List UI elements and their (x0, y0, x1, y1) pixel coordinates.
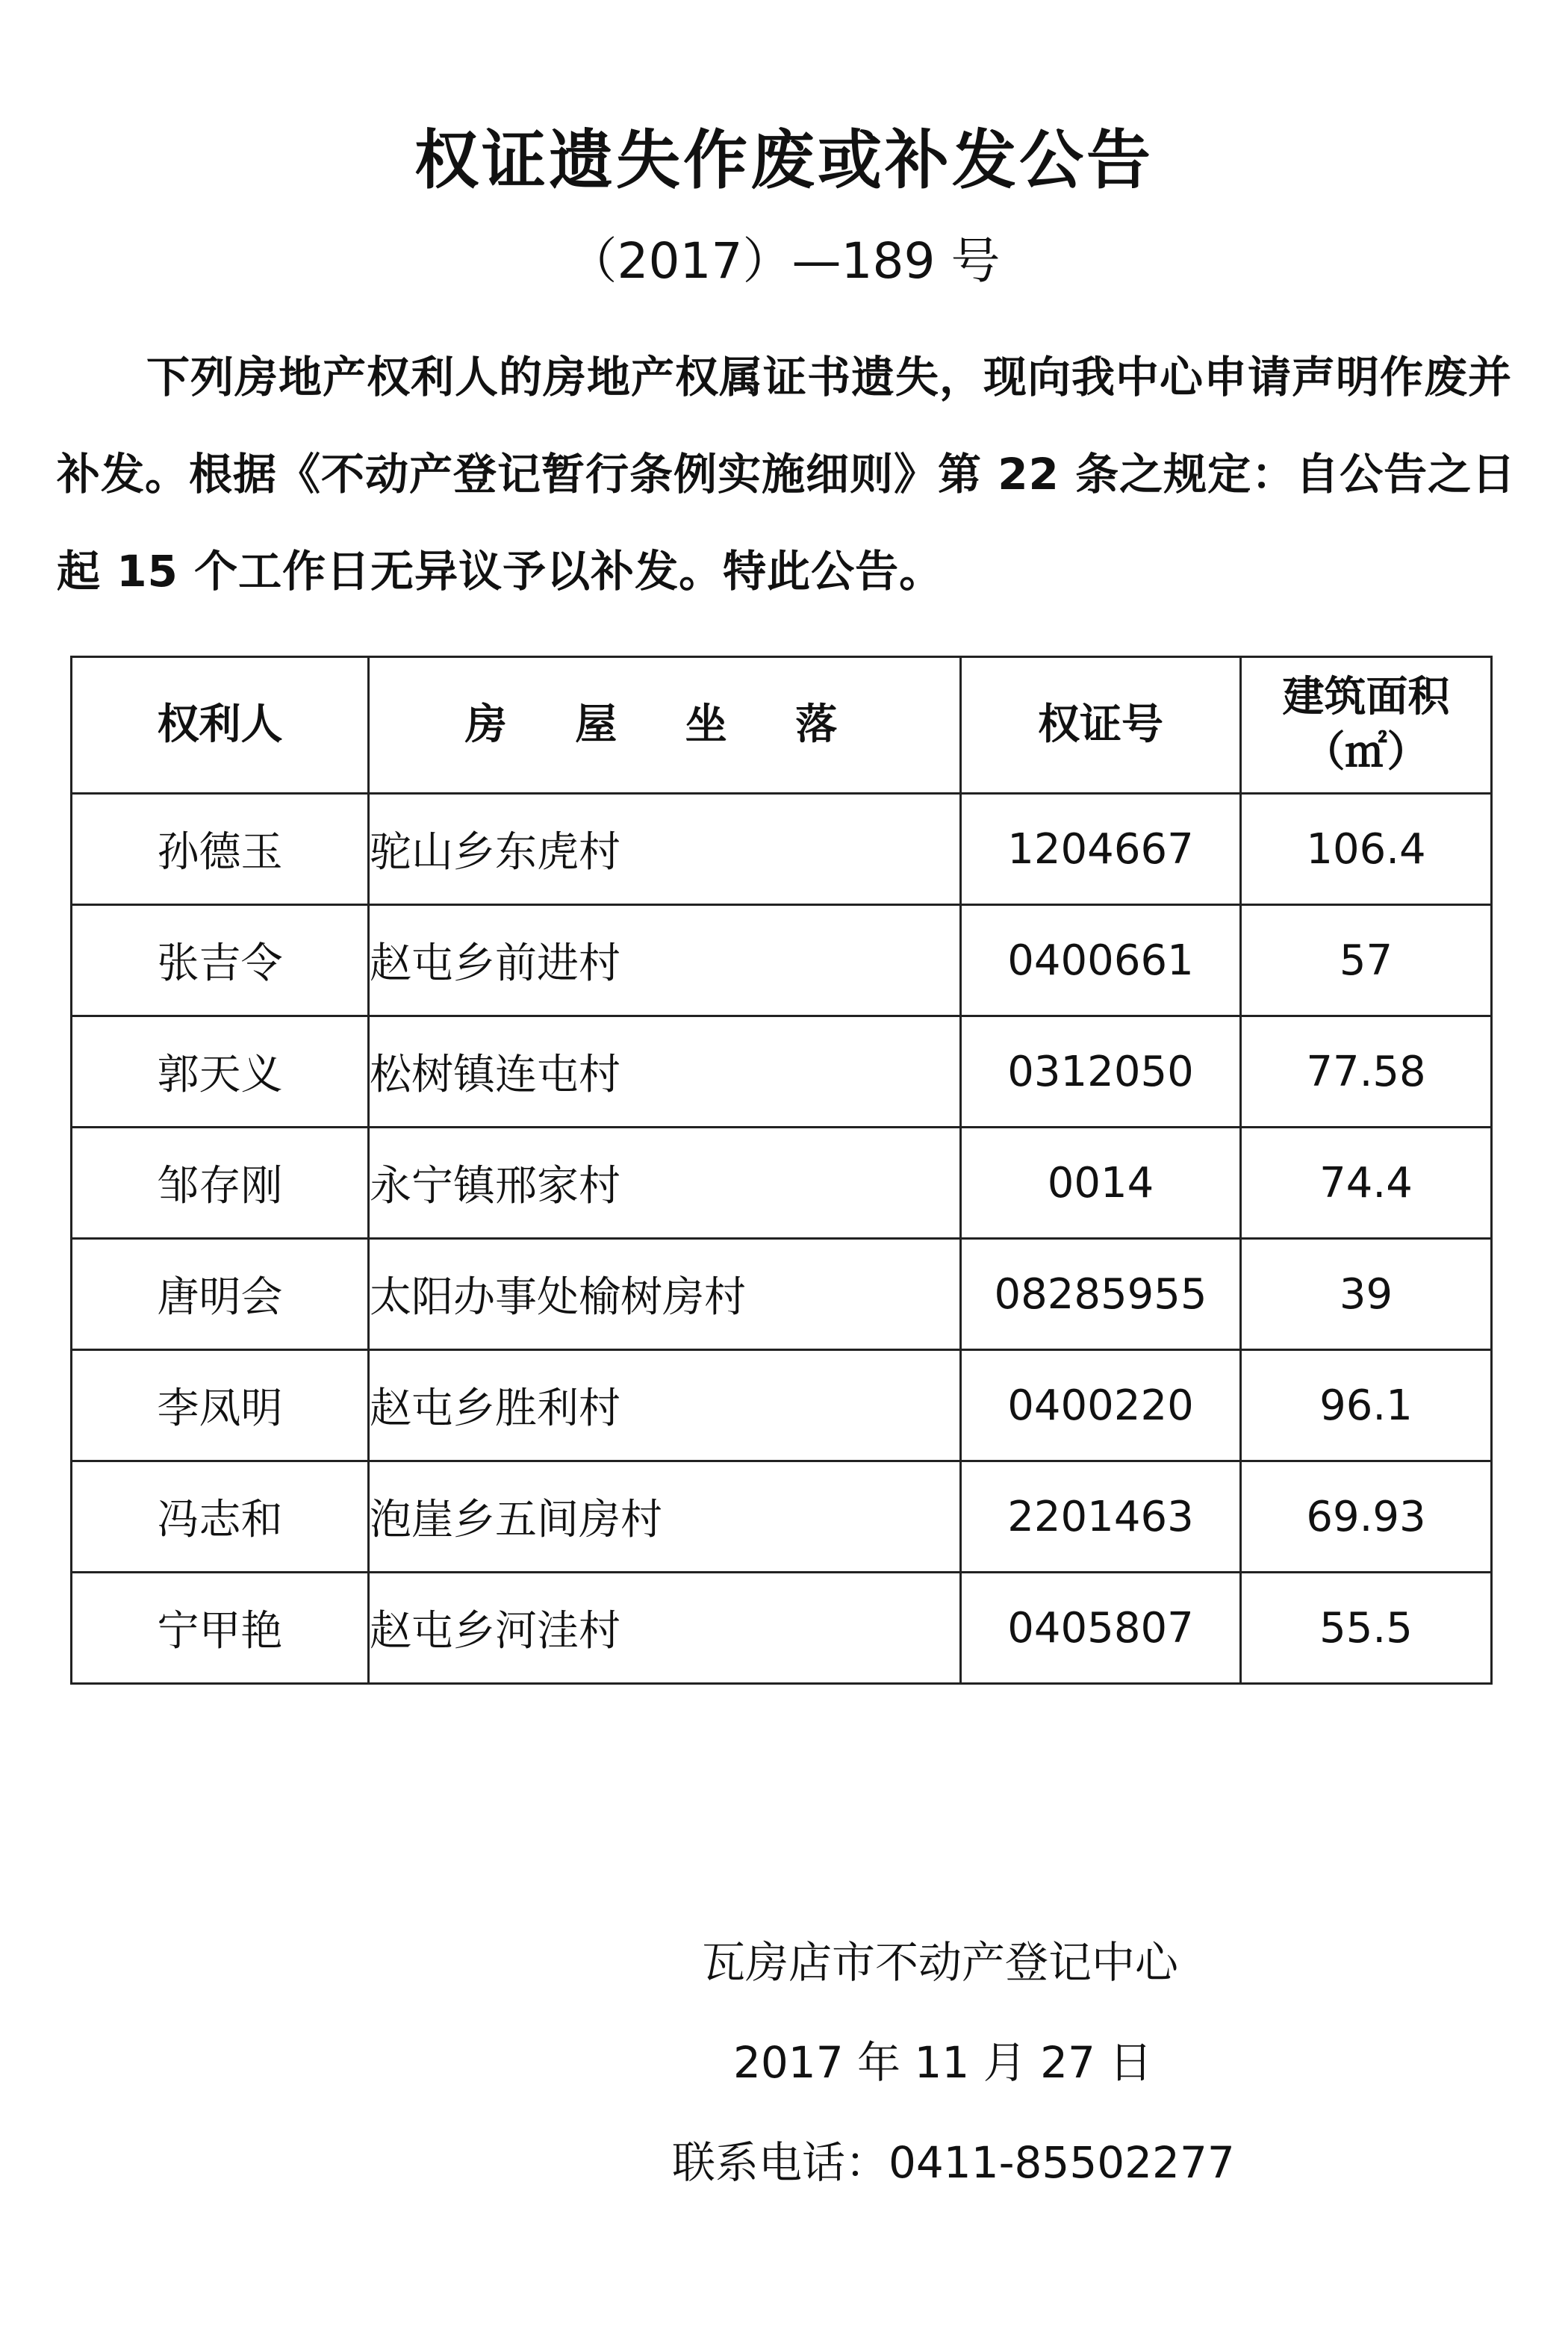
table-row (72, 1573, 1492, 1684)
issuing-organization: 瓦房店市不动产登记中心 (702, 1937, 1179, 1988)
cell-area: 69.93 (1241, 1461, 1492, 1573)
page-title: 权证遗失作废或补发公告 (414, 123, 1154, 198)
header-cert: 权证号 (961, 657, 1241, 794)
cell-address: 太阳办事处榆树房村 (369, 1239, 961, 1350)
cell-holder: 郭天义 (72, 1016, 369, 1128)
cell-area: 39 (1241, 1239, 1492, 1350)
cell-holder: 孙德玉 (72, 794, 369, 905)
cell-holder: 李凤明 (72, 1350, 369, 1461)
cell-cert: 0312050 (961, 1016, 1241, 1128)
document-number: （2017）—189 号 (567, 232, 1001, 290)
header-area-label: 建筑面积 (1282, 673, 1450, 721)
cell-address: 松树镇连屯村 (369, 1016, 961, 1128)
cell-holder: 张吉令 (72, 905, 369, 1016)
table-row (72, 1016, 1492, 1128)
cell-address: 泡崖乡五间房村 (369, 1461, 961, 1573)
header-area-unit: （㎡） (1303, 728, 1429, 777)
cell-holder: 冯志和 (72, 1461, 369, 1573)
cell-cert: 2201463 (961, 1461, 1241, 1573)
cell-cert: 0405807 (961, 1573, 1241, 1684)
table-row (72, 1350, 1492, 1461)
cell-area: 74.4 (1241, 1128, 1492, 1239)
header-holder: 权利人 (72, 657, 369, 794)
cell-holder: 唐明会 (72, 1239, 369, 1350)
header-area (1241, 657, 1492, 794)
cell-area: 77.58 (1241, 1016, 1492, 1128)
cell-area: 106.4 (1241, 794, 1492, 905)
cell-address: 赵屯乡前进村 (369, 905, 961, 1016)
cell-holder: 宁甲艳 (72, 1573, 369, 1684)
contact-phone: 联系电话：0411-85502277 (672, 2137, 1235, 2188)
table-row (72, 794, 1492, 905)
cell-address: 赵屯乡胜利村 (369, 1350, 961, 1461)
cell-address: 驼山乡东虎村 (369, 794, 961, 905)
records-table (70, 656, 1493, 1685)
intro-paragraph: 下列房地产权利人的房地产权属证书遗失，现向我中心申请声明作废并补发。根据《不动产登记暂行条例实施细则》第 22 条之规定：自公告之日起 15 个工作日无异议予以补发。特此公告。 (57, 352, 1516, 597)
issue-date: 2017 年 11 月 27 日 (733, 2037, 1153, 2088)
cell-area: 55.5 (1241, 1573, 1492, 1684)
cell-address: 永宁镇邢家村 (369, 1128, 961, 1239)
cell-area: 96.1 (1241, 1350, 1492, 1461)
table-row (72, 1128, 1492, 1239)
table-header-row (72, 657, 1492, 794)
cell-area: 57 (1241, 905, 1492, 1016)
table-row (72, 1239, 1492, 1350)
cell-cert: 0400220 (961, 1350, 1241, 1461)
header-address: 房 屋 坐 落 (369, 657, 961, 794)
table-row (72, 905, 1492, 1016)
table-row (72, 1461, 1492, 1573)
cell-cert: 1204667 (961, 794, 1241, 905)
cell-address: 赵屯乡河洼村 (369, 1573, 961, 1684)
cell-cert: 0400661 (961, 905, 1241, 1016)
cell-holder: 邹存刚 (72, 1128, 369, 1239)
cell-cert: 0014 (961, 1128, 1241, 1239)
cell-cert: 08285955 (961, 1239, 1241, 1350)
